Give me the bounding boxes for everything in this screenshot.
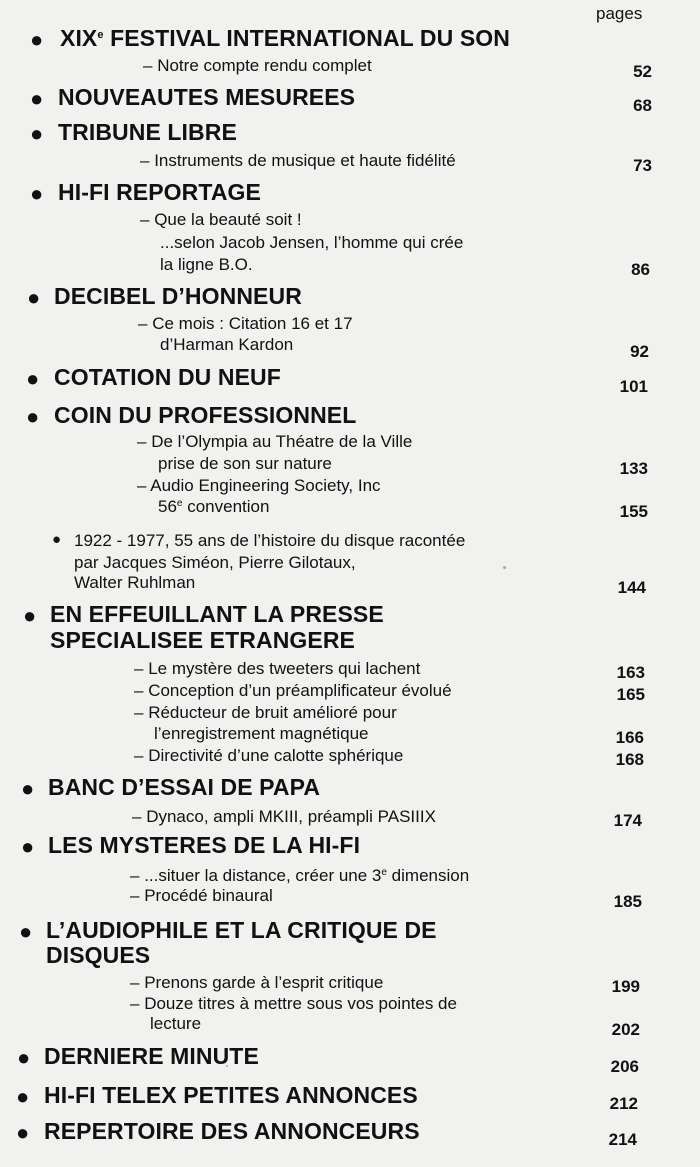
section-title-festival: XIXe FESTIVAL INTERNATIONAL DU SON	[60, 25, 510, 51]
page-number: 133	[619, 459, 648, 478]
entry-decibel-line2: d’Harman Kardon	[160, 335, 294, 354]
bullet-icon: ●	[27, 285, 41, 310]
entry-douze-titres-line2: lecture	[150, 1014, 202, 1033]
bullet-icon: ●	[30, 86, 44, 111]
section-title-audiophile-line2: DISQUES	[46, 942, 151, 968]
bullet-icon: ●	[30, 181, 44, 206]
section-title-decibel: DECIBEL D’HONNEUR	[54, 283, 302, 309]
entry-esprit-critique: – Prenons garde à l’esprit critique	[130, 973, 384, 992]
bullet-icon: ●	[17, 1045, 31, 1070]
bullet-icon: ●	[21, 776, 35, 801]
page-number: 101	[619, 377, 648, 396]
section-title-tribune: TRIBUNE LIBRE	[58, 119, 237, 145]
entry-reportage-line3: la ligne B.O.	[160, 255, 253, 274]
page-number: 166	[615, 728, 644, 747]
bullet-icon: ●	[19, 919, 33, 944]
bullet-icon: ●	[26, 366, 40, 391]
entry-olympia-line2: prise de son sur nature	[158, 454, 332, 473]
section-title-audiophile-line1: L’AUDIOPHILE ET LA CRITIQUE DE	[46, 917, 437, 943]
entry-reportage-line2: ...selon Jacob Jensen, l’homme qui crée	[160, 233, 464, 252]
entry-douze-titres-line1: – Douze titres à mettre sous vos pointes de	[130, 994, 457, 1013]
entry-histoire-line1: 1922 - 1977, 55 ans de l’histoire du disque racontée	[74, 531, 466, 550]
section-title-reportage: HI-FI REPORTAGE	[58, 179, 261, 205]
page-number: 214	[608, 1130, 637, 1149]
entry-reducteur-line1: – Réducteur de bruit amélioré pour	[134, 703, 397, 722]
page-number: 86	[631, 260, 650, 279]
section-title-professionnel: COIN DU PROFESSIONNEL	[54, 402, 357, 428]
section-title-mysteres: LES MYSTERES DE LA HI-FI	[48, 832, 361, 858]
bullet-icon: ●	[23, 603, 37, 628]
entry-tweeters: – Le mystère des tweeters qui lachent	[134, 659, 421, 678]
pages-column-label: pages	[596, 4, 643, 23]
entry-binaural: – Procédé binaural	[130, 886, 273, 905]
entry-histoire-line2: par Jacques Siméon, Pierre Gilotaux,	[74, 553, 356, 572]
page-number: 199	[611, 977, 640, 996]
entry-preamplificateur: – Conception d’un préamplificateur évolué	[134, 681, 452, 700]
page-number: 68	[633, 96, 652, 115]
entry-distance: – ...situer la distance, créer une 3e dimension	[130, 866, 470, 885]
section-title-banc-essai: BANC D’ESSAI DE PAPA	[48, 774, 321, 800]
entry-aes-line2: 56e convention	[158, 497, 270, 516]
entry-festival-report: – Notre compte rendu complet	[143, 56, 372, 75]
bullet-icon: ●	[30, 27, 44, 52]
page-number: 52	[633, 62, 652, 81]
entry-decibel-line1: – Ce mois : Citation 16 et 17	[138, 314, 353, 333]
page-number: 73	[633, 156, 652, 175]
entry-olympia-line1: – De l’Olympia au Théatre de la Ville	[137, 432, 413, 451]
bullet-icon: ●	[30, 121, 44, 146]
section-title-derniere-minute: DERNIERE MINUTE	[44, 1043, 259, 1069]
section-title-telex: HI-FI TELEX PETITES ANNONCES	[44, 1082, 418, 1108]
section-title-effeuillant-line1: EN EFFEUILLANT LA PRESSE	[50, 601, 384, 627]
entry-histoire-line3: Walter Ruhlman	[74, 573, 196, 592]
page-number: 144	[617, 578, 646, 597]
entry-directivite: – Directivité d’une calotte sphérique	[134, 746, 404, 765]
entry-tribune: – Instruments de musique et haute fidélité	[140, 151, 456, 170]
print-speck	[226, 1065, 228, 1067]
bullet-icon: ●	[21, 834, 35, 859]
entry-dynaco: – Dynaco, ampli MKIII, préampli PASIIIX	[132, 807, 436, 826]
section-title-cotation: COTATION DU NEUF	[54, 364, 281, 390]
print-speck	[503, 566, 506, 569]
bullet-icon: ●	[16, 1084, 30, 1109]
entry-reducteur-line2: l’enregistrement magnétique	[154, 724, 369, 743]
page-number: 206	[610, 1057, 639, 1076]
page-number: 163	[616, 663, 645, 682]
page-number: 174	[613, 811, 642, 830]
page-number: 165	[616, 685, 645, 704]
bullet-icon: ●	[26, 404, 40, 429]
page-number: 212	[609, 1094, 638, 1113]
section-title-nouveautes: NOUVEAUTES MESUREES	[58, 84, 356, 110]
page-number: 92	[630, 342, 649, 361]
bullet-icon: ●	[16, 1120, 30, 1145]
section-title-repertoire: REPERTOIRE DES ANNONCEURS	[44, 1118, 420, 1144]
page-number: 168	[615, 750, 644, 769]
entry-reportage-line1: – Que la beauté soit !	[140, 210, 302, 229]
entry-aes-line1: – Audio Engineering Society, Inc	[137, 476, 381, 495]
page-number: 185	[613, 892, 642, 911]
section-title-effeuillant-line2: SPECIALISEE ETRANGERE	[50, 627, 355, 653]
bullet-icon: ●	[52, 531, 62, 548]
page-number: 202	[611, 1020, 640, 1039]
page-number: 155	[619, 502, 648, 521]
